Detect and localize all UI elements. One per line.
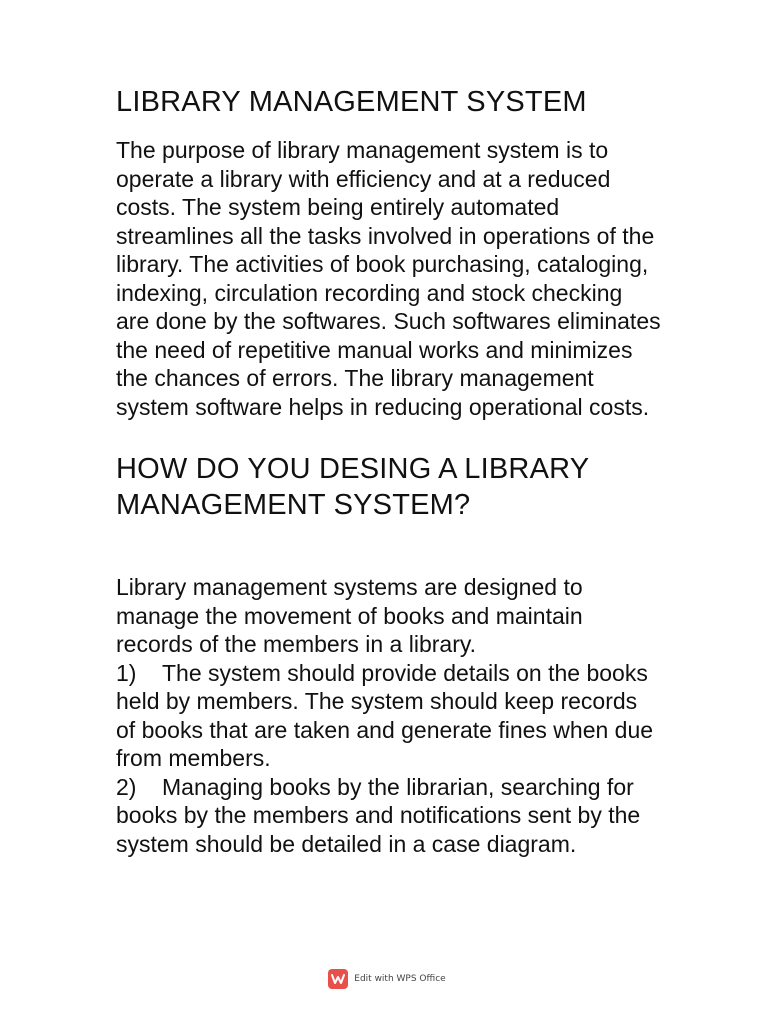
document-page bbox=[116, 84, 661, 858]
wps-footer-text: Edit with WPS Office bbox=[354, 974, 446, 984]
intro-paragraph: The purpose of library management system is to operate a library with efficiency and at a reduced costs. The system being entirely automated streamlines all the tasks involved in operations of the library. The activities of book purchasing, cataloging, indexing, circulation recording and stock checking are done by the softwares. Such softwares eliminates the need of repetitive manual works and minimizes the chances of errors. The library management system software helps in reducing operational costs. bbox=[116, 137, 661, 420]
section-heading: HOW DO YOU DESING A LIBRARY MANAGEMENT SYSTEM? bbox=[116, 453, 589, 521]
list-item bbox=[116, 773, 661, 859]
wps-edit-link[interactable] bbox=[328, 969, 445, 989]
wps-office-icon bbox=[328, 969, 348, 989]
list-item bbox=[116, 659, 661, 773]
section-intro-paragraph: Library management systems are designed to manage the movement of books and maintain records of the members in a library. bbox=[116, 574, 583, 657]
list-item-text: The system should provide details on the books held by members. The system should keep records of books that are taken and generate fines when due from members. bbox=[116, 659, 654, 771]
wps-footer bbox=[0, 969, 768, 989]
document-title: LIBRARY MANAGEMENT SYSTEM bbox=[116, 86, 587, 118]
list-item-text: Managing books by the librarian, searching for books by the members and notifications sent by the system should be detailed in a case diagram. bbox=[116, 773, 641, 857]
list-item-number: 2) bbox=[116, 773, 137, 800]
list-item-number: 1) bbox=[116, 659, 137, 686]
